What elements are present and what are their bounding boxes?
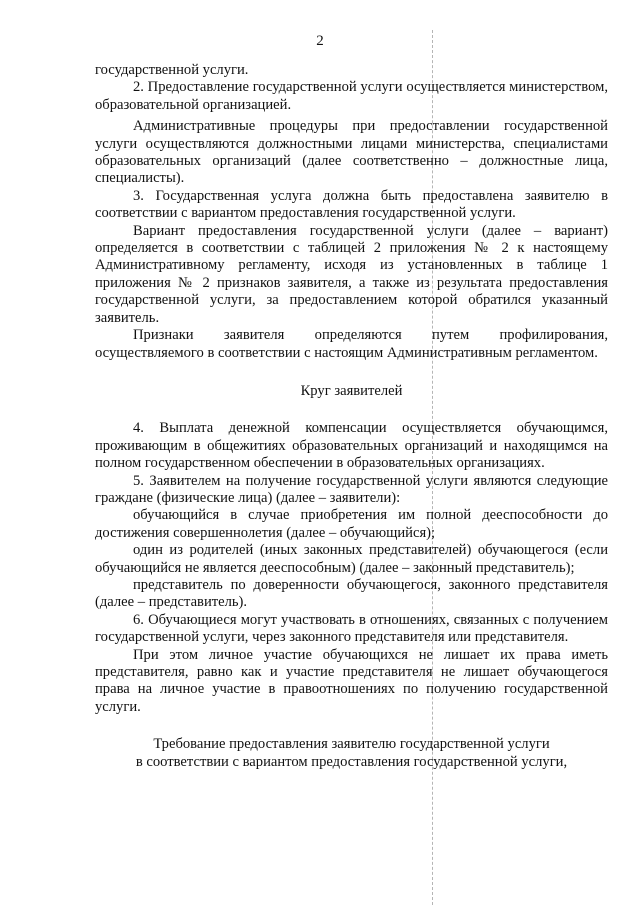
paragraph: Административные процедуры при предоставлении государственной услуги осуществляются должностными лицами министерства, специалистами образовательных организаций (далее соответственно – должностные лица, специалисты). — [95, 118, 608, 187]
paragraph: При этом личное участие обучающихся не лишает их права иметь представителя, равно как и участие представителя не лишает обучающегося права на личное участие в правоотношениях по получению государственной услуги. — [95, 646, 608, 715]
section-heading-line: в соответствии с вариантом предоставления государственной услуги, — [135, 753, 568, 770]
paragraph: 5. Заявителем на получение государственной услуги являются следующие граждане (физические лица) (далее – заявители): — [95, 472, 608, 506]
paragraph: один из родителей (иных законных представителей) обучающегося (если обучающийся не является дееспособным) (далее – законный представитель); — [95, 542, 608, 576]
paragraph: представитель по доверенности обучающегося, законного представителя (далее – представитель). — [95, 576, 608, 611]
section-heading: Круг заявителей — [300, 382, 403, 399]
paragraph: Признаки заявителя определяются путем профилирования, осуществляемого в соответствии с настоящим Административным регламентом. — [95, 327, 608, 361]
paragraph: 6. Обучающиеся могут участвовать в отношениях, связанных с получением государственной услуги, через законного представителя или представителя. — [95, 611, 608, 646]
paragraph: обучающийся в случае приобретения им полной дееспособности до достижения совершеннолетия (далее – обучающийся); — [95, 507, 608, 541]
paragraph: государственной услуги. — [95, 62, 249, 78]
paragraph: 4. Выплата денежной компенсации осуществляется обучающимся, проживающим в общежитиях образовательных организаций и находящимся на полном государственном обеспечении в образовательных организациях. — [95, 420, 608, 472]
page-number: 2 — [316, 33, 324, 49]
paragraph: 2. Предоставление государственной услуги осуществляется министерством, образовательной организацией. — [95, 79, 608, 113]
paragraph: Вариант предоставления государственной услуги (далее – вариант) определяется в соответствии с таблицей 2 приложения № 2 к настоящему Административному регламенту, исходя из установленных в таблице 1 приложения № 2 признаков заявителя, а также из результата предоставления государственной услуги, за предоставлением которой обратился указанный заявитель. — [95, 222, 608, 326]
section-heading-line: Требование предоставления заявителю государственной услуги — [153, 736, 550, 753]
document-body — [95, 62, 608, 771]
paragraph: 3. Государственная услуга должна быть предоставлена заявителю в соответствии с вариантом предоставления государственной услуги. — [95, 187, 608, 222]
